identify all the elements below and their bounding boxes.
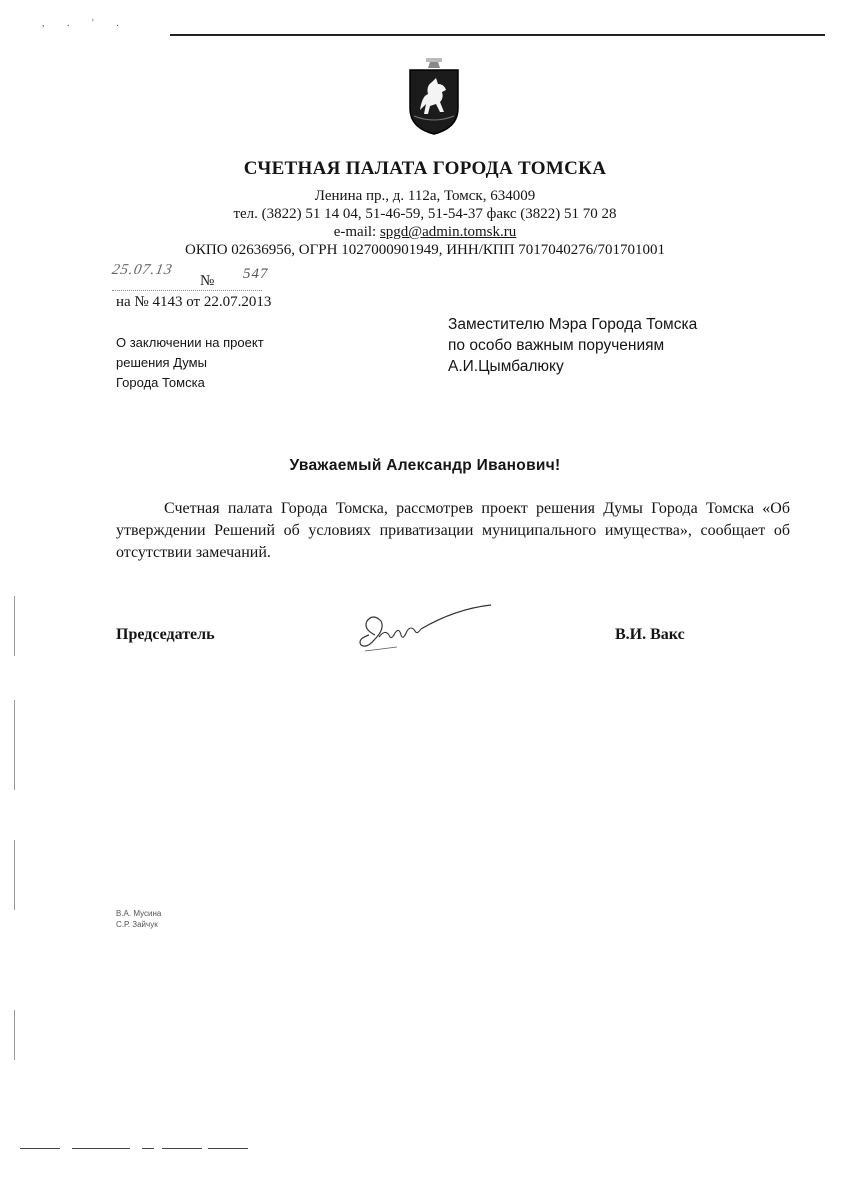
recipient-block	[448, 314, 697, 377]
greeting: Уважаемый Александр Иванович!	[289, 457, 561, 474]
organization-email-line	[0, 224, 850, 241]
handwritten-signature	[345, 595, 495, 665]
registration-number: 547	[243, 266, 269, 282]
subject-line: решения Думы	[116, 355, 207, 370]
recipient-line: по особо важным поручениям	[448, 337, 665, 354]
subject-line: Города Томска	[116, 375, 205, 390]
organization-name: СЧЕТНАЯ ПАЛАТА ГОРОДА ТОМСКА	[243, 158, 607, 179]
number-sign: №	[200, 273, 215, 289]
registration-underline	[112, 290, 262, 291]
scan-margin-mark	[14, 1010, 15, 1060]
executor-line: С.Р. Зайчук	[116, 920, 158, 929]
recipient-line: Заместителю Мэра Города Томска	[448, 316, 698, 333]
executor-line: В.А. Мусина	[116, 909, 162, 918]
email-label: e-mail:	[333, 224, 380, 240]
reference-line: на № 4143 от 22.07.2013	[116, 294, 272, 310]
scan-bottom-mark	[20, 1148, 60, 1149]
recipient-line: А.И.Цымбалюку	[448, 358, 564, 375]
organization-address: Ленина пр., д. 112а, Томск, 634009	[314, 188, 536, 204]
scan-margin-mark	[14, 700, 15, 790]
scan-margin-mark	[14, 596, 15, 656]
letter-body: Счетная палата Города Томска, рассмотрев проект решения Думы Города Томска «Об утверждении Решений об условиях приватизации муниципального имущества», сообщает об отсутствии замечаний.	[116, 500, 790, 561]
organization-phones: тел. (3822) 51 14 04, 51-46-59, 51-54-37 факс (3822) 51 70 28	[233, 206, 617, 222]
scan-bottom-mark	[208, 1148, 248, 1149]
signer-name: В.И. Вакс	[615, 626, 685, 643]
top-divider	[170, 34, 825, 36]
scan-bottom-mark	[162, 1148, 202, 1149]
subject-block	[116, 333, 264, 393]
subject-line: О заключении на проект	[116, 335, 264, 350]
organization-registry-ids: ОКПО 02636956, ОГРН 1027000901949, ИНН/КПП 7017040276/701701001	[185, 242, 665, 258]
email-link[interactable]: spgd@admin.tomsk.ru	[379, 224, 517, 240]
scan-specks: , . ' .	[42, 18, 129, 29]
signer-position: Председатель	[116, 626, 215, 643]
scan-bottom-mark	[72, 1148, 130, 1149]
scan-margin-mark	[14, 840, 15, 910]
scan-bottom-mark	[142, 1148, 154, 1149]
coat-of-arms-icon	[406, 58, 462, 136]
registration-date: 25.07.13	[110, 262, 174, 278]
